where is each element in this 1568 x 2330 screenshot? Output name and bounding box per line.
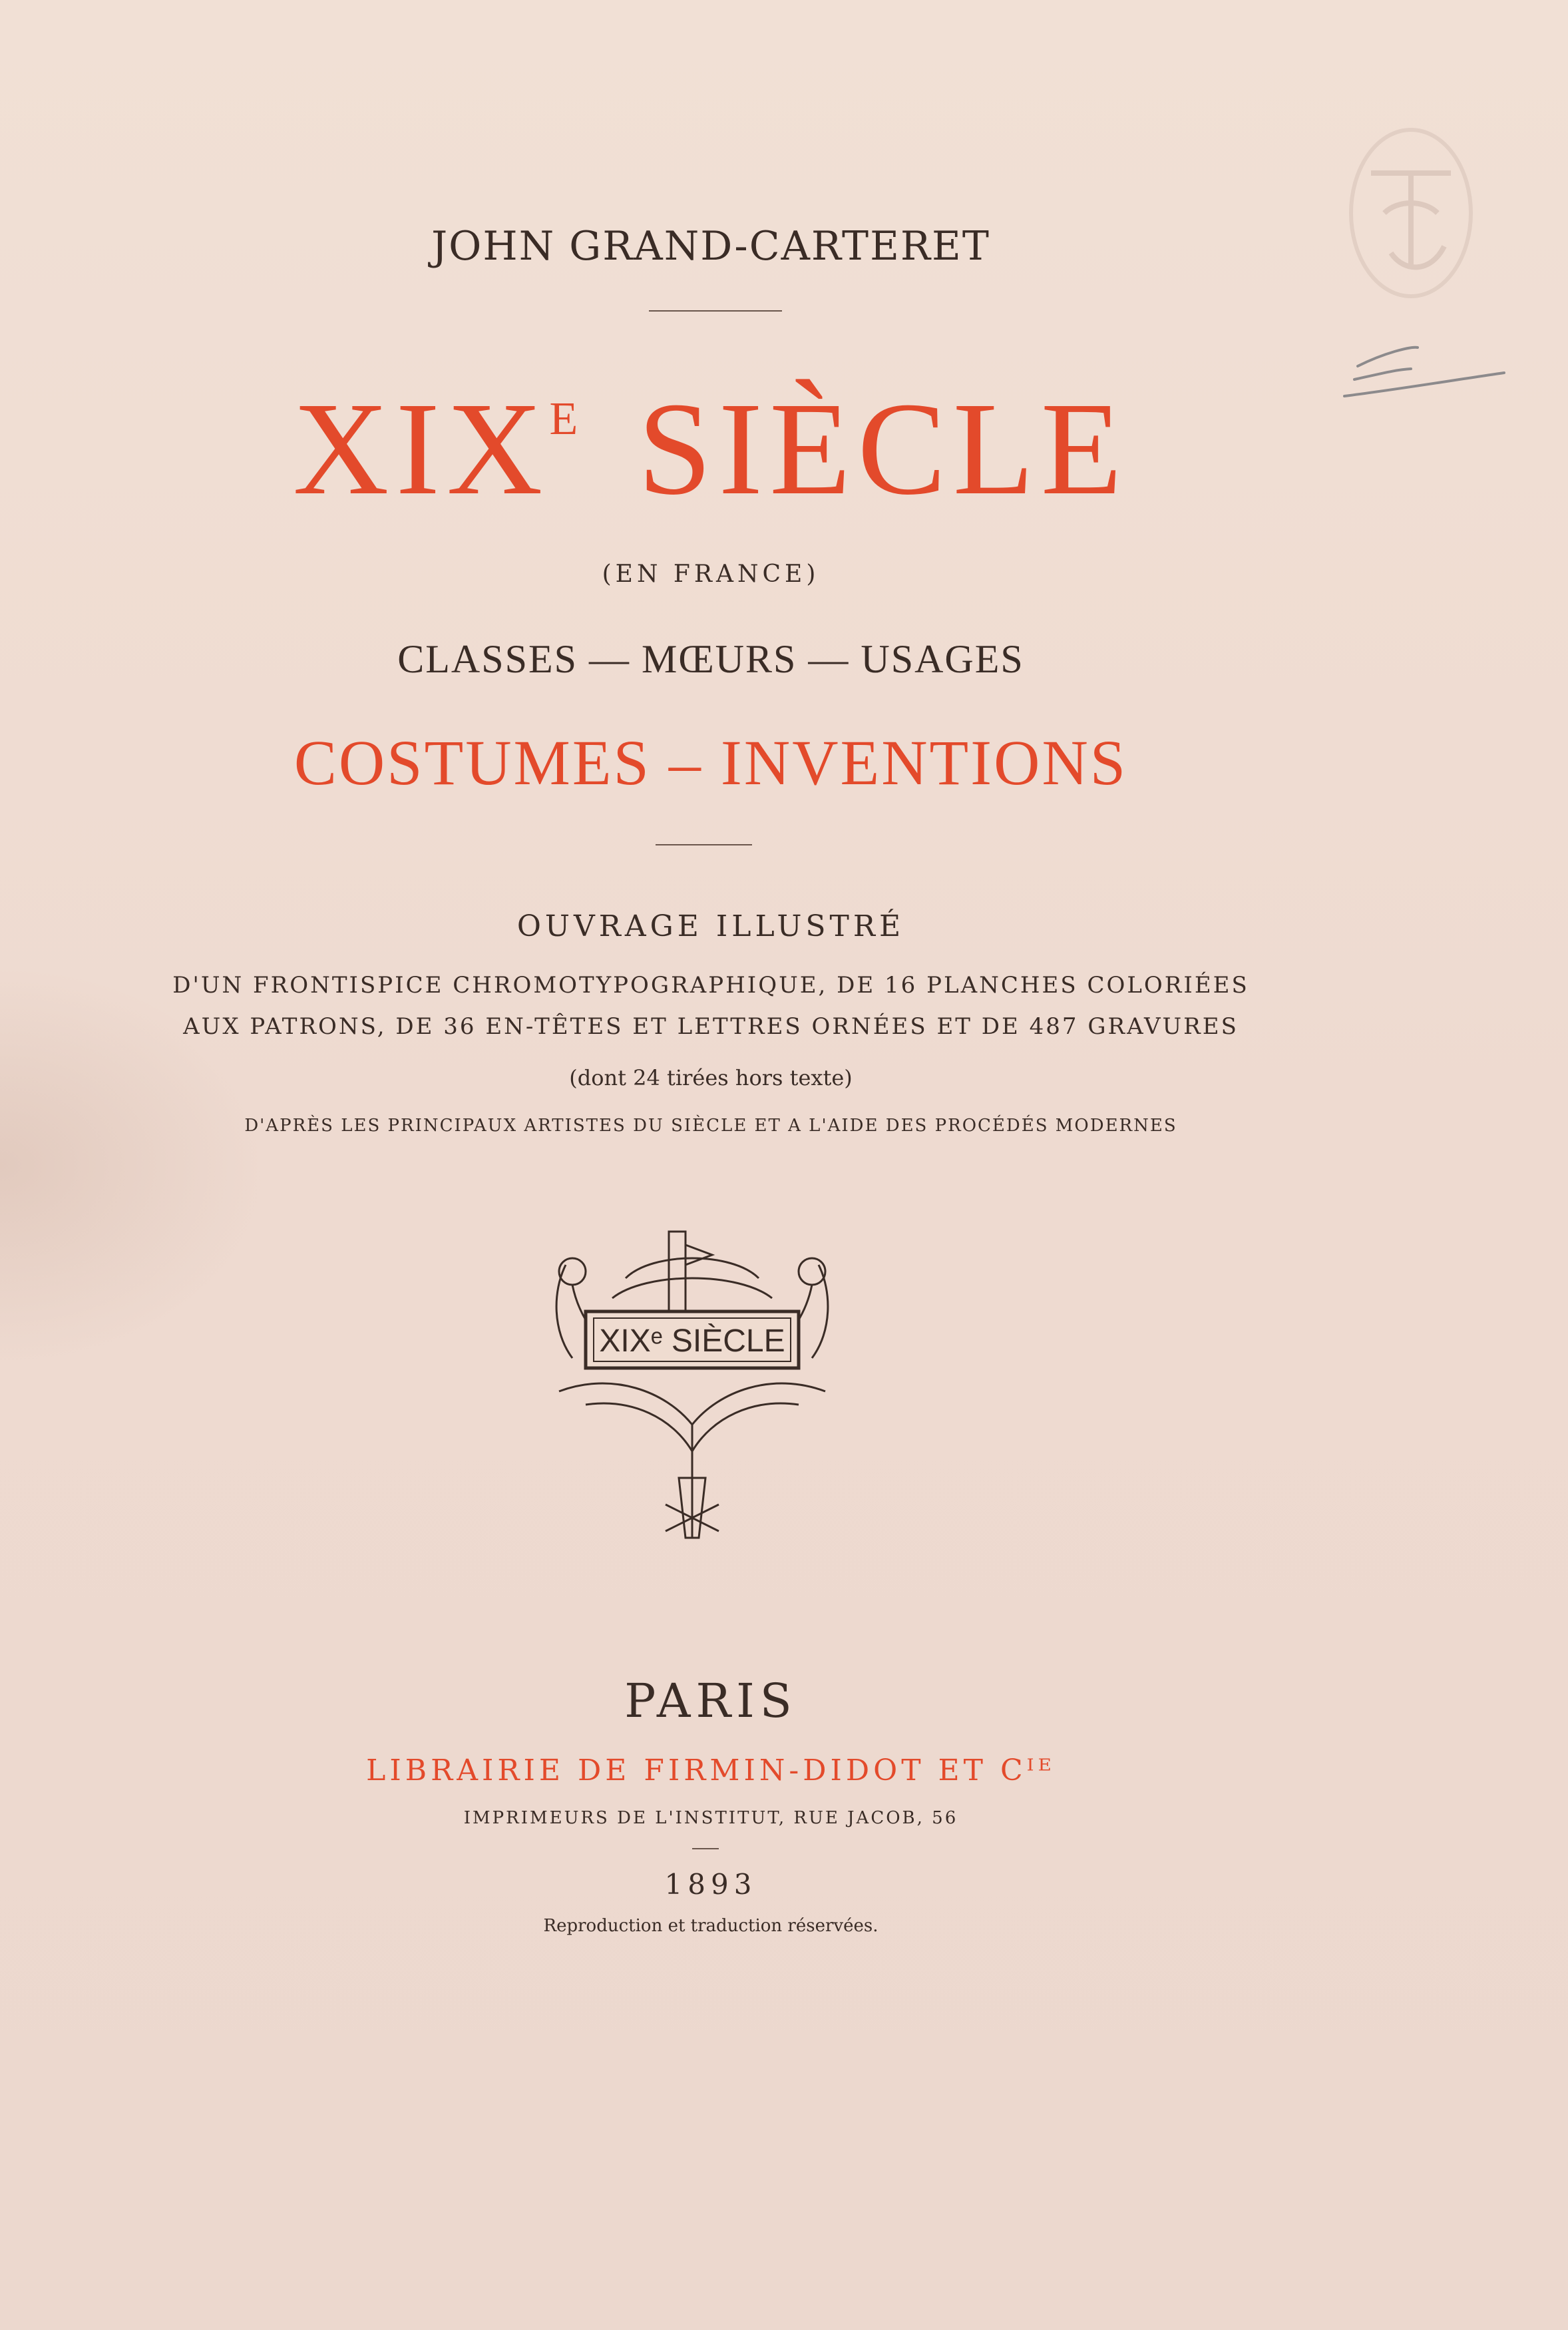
book-title	[0, 375, 1495, 523]
artists-line: D'APRÈS LES PRINCIPAUX ARTISTES DU SIÈCLE ET A L'AIDE DES PROCÉDÉS MODERNES	[244, 1116, 1177, 1136]
ouvrage-heading: OUVRAGE ILLUSTRÉ	[516, 909, 905, 943]
themes-line: CLASSES — MŒURS — USAGES	[397, 637, 1024, 681]
title-superscript: E	[549, 393, 578, 445]
printer-address: IMPRIMEURS DE L'INSTITUT, RUE JACOB, 56	[463, 1808, 958, 1828]
description-line-1: D'UN FRONTISPICE CHROMOTYPOGRAPHIQUE, DE 16 PLANCHES COLORIÉES	[172, 972, 1249, 999]
emblem-label: XIXᵉ SIÈCLE	[599, 1323, 785, 1359]
title-numeral: XIX	[293, 375, 550, 523]
city: PARIS	[624, 1674, 797, 1728]
plates-note: (dont 24 tirées hors texte)	[569, 1065, 853, 1090]
description-line-2: AUX PATRONS, DE 36 EN-TÊTES ET LETTRES ORNÉES ET DE 487 GRAVURES	[183, 1013, 1239, 1040]
emblem-icon	[546, 1225, 839, 1558]
publication-year: 1893	[664, 1868, 757, 1901]
rights-notice: Reproduction et traduction réservées.	[543, 1916, 879, 1936]
ornament-rule-top	[649, 310, 782, 312]
author-name: JOHN GRAND-CARTERET	[431, 223, 990, 270]
blind-stamp-icon	[1344, 120, 1477, 306]
publisher: LIBRAIRIE DE FIRMIN-DIDOT ET Cᴵᴱ	[366, 1753, 1056, 1787]
title-word: SIÈCLE	[638, 375, 1129, 523]
themes-red-line: COSTUMES – INVENTIONS	[294, 727, 1128, 798]
ornament-rule-middle	[656, 844, 752, 845]
subtitle: (EN FRANCE)	[602, 561, 820, 588]
ornament-rule-bottom	[692, 1848, 719, 1849]
